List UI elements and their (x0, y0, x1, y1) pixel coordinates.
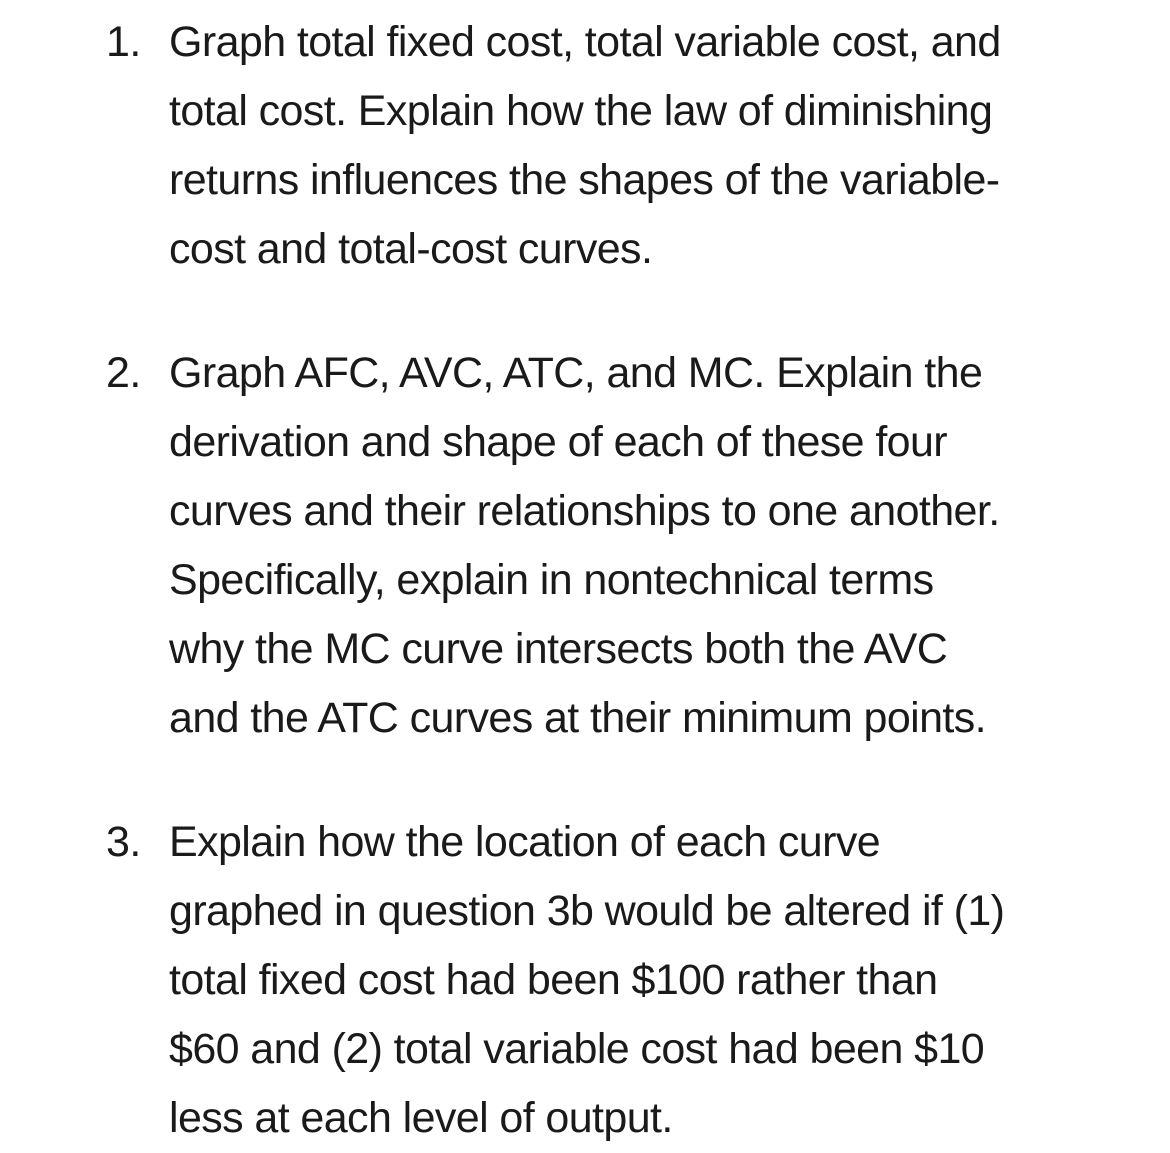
question-3-line-2: graphed in question 3b would be altered if (1) (169, 887, 1005, 935)
question-1-line-1: Graph total fixed cost, total variable cost, and (169, 18, 1001, 66)
question-3-line-4: $60 and (2) total variable cost had been $10 (169, 1025, 985, 1073)
question-1-line-2: total cost. Explain how the law of diminishing (169, 87, 993, 135)
question-2-line-3: curves and their relationships to one another. (169, 487, 1000, 535)
question-2-line-5: why the MC curve intersects both the AVC (169, 625, 948, 673)
question-2-line-6: and the ATC curves at their minimum points. (169, 694, 987, 742)
question-2-line-1: Graph AFC, AVC, ATC, and MC. Explain the (169, 349, 983, 397)
question-2-number: 2. (106, 349, 141, 397)
question-3-line-1: Explain how the location of each curve (169, 818, 881, 866)
question-3-line-5: less at each level of output. (169, 1094, 673, 1142)
question-1-line-3: returns influences the shapes of the variable- (169, 156, 1000, 204)
question-3-number: 3. (106, 818, 141, 866)
question-1-number: 1. (106, 18, 141, 66)
question-2-line-4: Specifically, explain in nontechnical terms (169, 556, 934, 604)
question-3-line-3: total fixed cost had been $100 rather than (169, 956, 938, 1004)
question-2-line-2: derivation and shape of each of these four (169, 418, 948, 466)
question-1-line-4: cost and total-cost curves. (169, 225, 653, 273)
